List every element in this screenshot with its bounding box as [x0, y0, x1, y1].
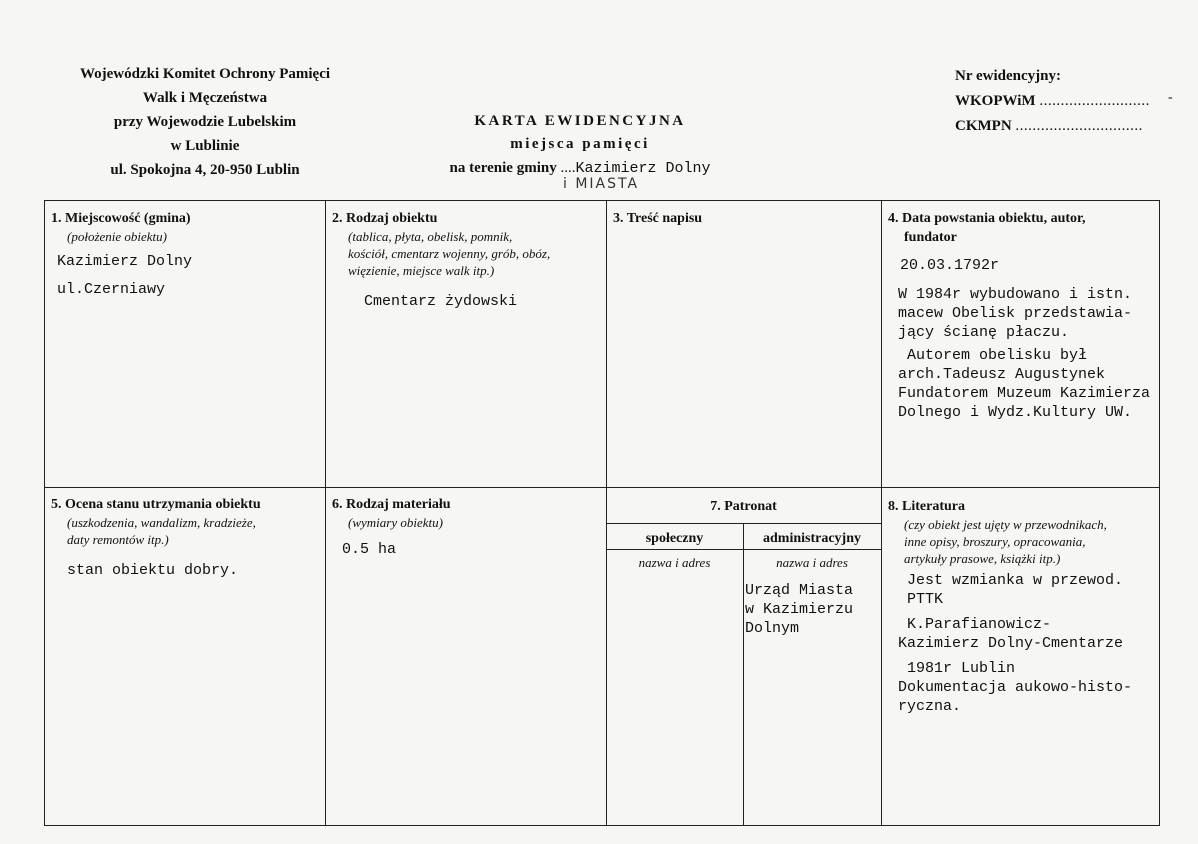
- cell-label: 6. Rodzaj materiału: [332, 497, 451, 512]
- cell-hint: (czy obiekt jest ujęty w przewodnikach,: [904, 517, 1107, 532]
- cell-label: 8. Literatura: [888, 499, 965, 514]
- cell-hint: (położenie obiektu): [67, 229, 167, 244]
- issuer-block: [30, 62, 380, 182]
- cell-label: 4. Data powstania obiektu, autor,: [888, 211, 1086, 226]
- registry-heading: Nr ewidencyjny:: [955, 68, 1061, 84]
- typed-line: Dolnym: [745, 620, 800, 637]
- municipality-label: na terenie gminy: [449, 160, 557, 176]
- ckmpn-line: [955, 114, 1150, 139]
- typed-line: W 1984r wybudowano i istn.: [898, 286, 1133, 303]
- cell-label: 5. Ocena stanu utrzymania obiektu: [51, 497, 261, 512]
- typed-line: arch.Tadeusz Augustynek: [898, 366, 1106, 383]
- cell-location: [51, 209, 319, 301]
- typed-line: Dolnego i Wydz.Kultury UW.: [898, 404, 1133, 421]
- typed-line: Dokumentacja aukowo-histo-: [898, 679, 1133, 696]
- patronage-admin-heading: administracyjny: [763, 531, 861, 546]
- cell-label: fundator: [904, 230, 957, 245]
- registry-number-block: [955, 64, 1150, 139]
- grid-divider: [881, 201, 882, 825]
- cell-hint: artykuły prasowe, książki itp.): [904, 551, 1061, 566]
- form-grid: [44, 200, 1160, 826]
- typed-text: 0.5 ha: [342, 541, 397, 558]
- grid-divider: [325, 201, 326, 825]
- wkop-label: WKOPWiM: [955, 93, 1036, 109]
- typed-line: PTTK: [898, 591, 944, 608]
- typed-text: Cmentarz żydowski: [364, 293, 518, 310]
- cell-hint: daty remontów itp.): [67, 532, 169, 547]
- cell-hint: (uszkodzenia, wandalizm, kradzieże,: [67, 515, 256, 530]
- typed-line: w Kazimierzu: [745, 601, 854, 618]
- cell-hint: (wymiary obiektu): [348, 515, 443, 530]
- cell-hint: inne opisy, broszury, opracowania,: [904, 534, 1086, 549]
- wkop-line: [955, 89, 1150, 114]
- form-title: KARTA EWIDENCYJNA: [474, 113, 686, 129]
- cell-label: 1. Miejscowość (gmina): [51, 211, 191, 226]
- typed-description: [898, 285, 1160, 422]
- cell-patronage-heading: [606, 497, 881, 516]
- typed-line: Autorem obelisku był: [898, 347, 1088, 364]
- form-title-block: [430, 110, 730, 181]
- cell-label: 2. Rodzaj obiektu: [332, 211, 438, 226]
- cell-condition: [51, 495, 319, 582]
- ckmpn-dots: ..............................: [1015, 118, 1143, 134]
- issuer-line: Walk i Męczeństwa: [142, 90, 268, 106]
- cell-inscription: [613, 209, 875, 228]
- ckmpn-label: CKMPN: [955, 118, 1012, 134]
- typed-line: macew Obelisk przedstawia-: [898, 305, 1133, 322]
- grid-divider: [45, 487, 1159, 488]
- issuer-line: przy Wojewodzie Lubelskim: [113, 114, 297, 130]
- handwritten-note: i MIASTA: [563, 176, 640, 192]
- patronage-admin-hint: nazwa i adres: [776, 555, 848, 570]
- cell-label: 7. Patronat: [710, 499, 777, 514]
- typed-line: K.Parafianowicz-: [898, 616, 1052, 633]
- typed-text: stan obiektu dobry.: [67, 562, 239, 579]
- issuer-line: w Lublinie: [170, 138, 240, 154]
- corner-mark: -: [1168, 90, 1173, 105]
- municipality-value: Kazimierz Dolny: [575, 160, 711, 177]
- cell-creation-date: [888, 209, 1160, 422]
- patronage-social-hint: nazwa i adres: [638, 555, 711, 570]
- form-subtitle: miejsca pamięci: [510, 136, 650, 152]
- cell-hint: więzienie, miejsce walk itp.): [348, 263, 495, 278]
- typed-date: 20.03.1792r: [900, 257, 1000, 274]
- typed-line: 1981r Lublin: [898, 660, 1016, 677]
- wkop-dots: ..........................: [1039, 93, 1150, 109]
- typed-line: Jest wzmianka w przewod.: [898, 572, 1124, 589]
- cell-literature: [888, 497, 1160, 716]
- typed-line: Fundatorem Muzeum Kazimierza: [898, 385, 1151, 402]
- typed-line: Kazimierz Dolny-Cmentarze: [898, 635, 1124, 652]
- cell-hint: kościół, cmentarz wojenny, grób, obóz,: [348, 246, 551, 261]
- issuer-address: ul. Spokojna 4, 20-950 Lublin: [110, 162, 300, 178]
- cell-object-type: [332, 209, 600, 313]
- typed-line: Urząd Miasta: [745, 582, 854, 599]
- cell-hint: (tablica, płyta, obelisk, pomnik,: [348, 229, 513, 244]
- typed-line: ryczna.: [898, 698, 962, 715]
- typed-literature: [898, 571, 1160, 716]
- issuer-line: Wojewódzki Komitet Ochrony Pamięci: [79, 66, 331, 82]
- typed-line: jący ścianę płaczu.: [898, 324, 1070, 341]
- municipality-dots: ....: [560, 160, 576, 176]
- patronage-social-heading: społeczny: [645, 531, 704, 546]
- typed-text: ul.Czerniawy: [57, 281, 166, 298]
- cell-material: [332, 495, 600, 561]
- cell-label: 3. Treść napisu: [613, 211, 703, 226]
- patronage-admin-value: [745, 581, 879, 638]
- typed-text: Kazimierz Dolny: [57, 253, 193, 270]
